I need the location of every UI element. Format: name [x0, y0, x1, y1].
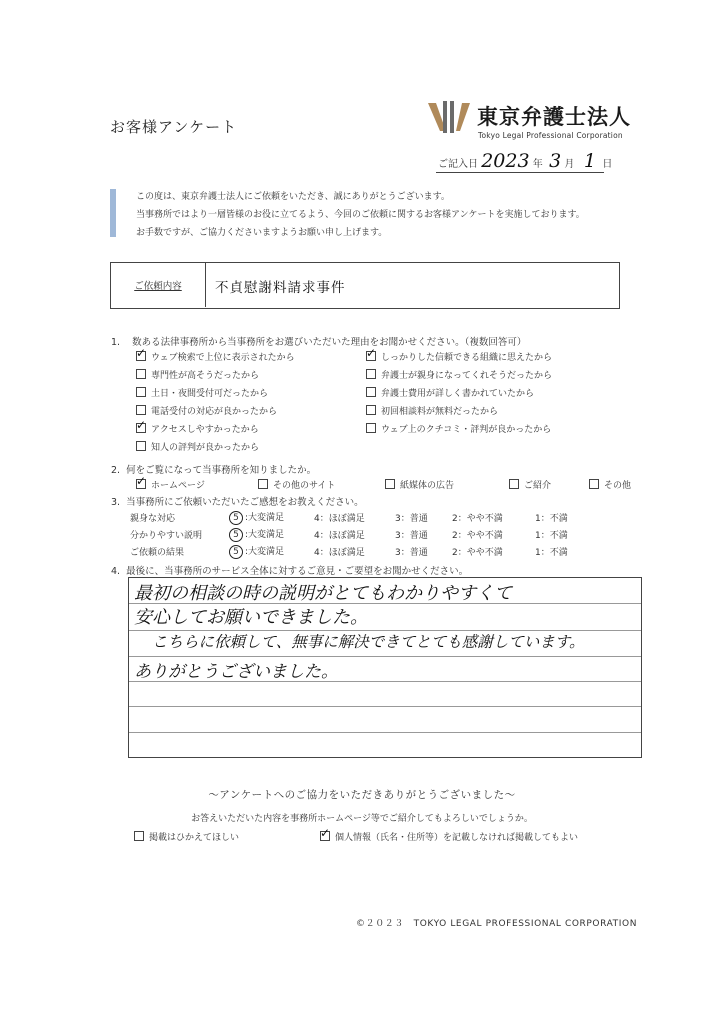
q2-option[interactable] — [258, 478, 335, 491]
q2-option[interactable] — [589, 478, 631, 491]
rating-option[interactable]: 4：ほぼ満足 — [314, 548, 365, 558]
checkbox[interactable] — [509, 479, 519, 489]
option-label: しっかりした信頼できる組織に思えたから — [381, 353, 553, 363]
q1-option[interactable] — [136, 440, 259, 453]
date-day: 1 — [583, 150, 597, 172]
handwritten-comment-line: 最初の相談の時の説明がとてもわかりやすくて — [134, 583, 512, 604]
option-label: ご紹介 — [524, 481, 552, 491]
date-underline — [436, 172, 604, 173]
permission-option-no[interactable] — [134, 830, 239, 843]
q2-option[interactable] — [509, 478, 551, 491]
date-year-unit: 年 — [532, 159, 543, 170]
q1-number: 1. — [111, 337, 121, 348]
rating-value: 5 — [229, 545, 243, 559]
option-label: その他 — [604, 481, 632, 491]
handwritten-comment-line: 安心してお願いできました。 — [134, 607, 368, 628]
intro-line-2: 当事務所ではより一層皆様のお役に立てるよう、今回のご依頼に関するお客様アンケートを実施しております。 — [136, 210, 585, 220]
intro-line-1: この度は、東京弁護士法人にご依頼をいただき、誠にありがとうございます。 — [136, 192, 450, 202]
handwritten-comment-line: こちらに依頼して、無事に解決できてとても感謝しています。 — [152, 633, 585, 651]
q4-text: 最後に、当事務所のサービス全体に対するご意見・ご要望をお聞かせください。 — [126, 566, 469, 577]
q1-option[interactable] — [366, 422, 551, 435]
comment-rule — [129, 732, 641, 733]
rating-option[interactable]: 4：ほぼ満足 — [314, 514, 365, 524]
request-label: ご依頼内容 — [111, 263, 206, 307]
permission-option-yes[interactable] — [320, 830, 578, 843]
option-label: その他のサイト — [273, 481, 336, 491]
intro-accent-bar — [110, 189, 116, 237]
option-label: ウェブ上のクチコミ・評判が良かったから — [381, 425, 552, 435]
rating-value: 5 — [229, 511, 243, 525]
option-label: 土日・夜間受付可だったから — [151, 389, 269, 399]
q1-option[interactable] — [366, 386, 534, 399]
option-label: ホームページ — [151, 481, 205, 491]
permission-question: お答えいただいた内容を事務所ホームページ等でご紹介してもよろしいでしょうか。 — [191, 814, 533, 824]
q1-option[interactable] — [366, 404, 498, 417]
rating-option[interactable]: 1：不満 — [535, 531, 568, 541]
q3-text: 当事務所にご依頼いただいたご感想をお教えください。 — [126, 497, 364, 508]
q2-option[interactable] — [385, 478, 454, 491]
rating-text: 大変満足 — [248, 513, 285, 523]
checkbox[interactable] — [366, 351, 376, 361]
rating-text: 大変満足 — [248, 547, 285, 557]
rating-option[interactable]: 2：やや不満 — [452, 548, 503, 558]
rating-option[interactable]: 4：ほぼ満足 — [314, 531, 365, 541]
rating-option[interactable]: 1：不満 — [535, 548, 568, 558]
checkbox[interactable] — [258, 479, 268, 489]
q4-number: 4. — [111, 566, 121, 577]
q2-text: 何をご覧になって当事務所を知りましたか。 — [126, 465, 317, 476]
q2-number: 2. — [111, 465, 121, 476]
intro-line-3: お手数ですが、ご協力くださいますようお願い申し上げます。 — [136, 228, 388, 238]
rating-value: 5 — [229, 528, 243, 542]
option-label: ウェブ検索で上位に表示されたから — [151, 353, 295, 363]
q1-option[interactable] — [366, 368, 552, 381]
rating-option[interactable]: 2：やや不満 — [452, 514, 503, 524]
q1-option[interactable] — [136, 368, 259, 381]
option-label: 専門性が高そうだったから — [151, 371, 260, 381]
q4-heading — [111, 563, 468, 577]
option-label: 紙媒体の広告 — [400, 481, 455, 491]
option-label: 知人の評判が良かったから — [151, 443, 260, 453]
date-day-unit: 日 — [602, 159, 613, 170]
handwritten-comment-line: ありがとうございました。 — [134, 662, 338, 682]
checkbox[interactable] — [366, 423, 376, 433]
checkbox[interactable] — [136, 369, 146, 379]
q1-heading — [111, 334, 526, 348]
checkbox[interactable] — [136, 351, 146, 361]
q1-option[interactable] — [136, 386, 268, 399]
checkbox[interactable] — [136, 441, 146, 451]
q1-option[interactable] — [366, 350, 552, 363]
org-name: 東京弁護士法人 — [477, 105, 631, 129]
q1-option[interactable] — [136, 404, 277, 417]
checkbox[interactable] — [136, 405, 146, 415]
option-label: 初回相談料が無料だったから — [381, 407, 499, 417]
checkbox[interactable] — [136, 479, 146, 489]
survey-title: お客様アンケート — [110, 118, 238, 136]
checkbox[interactable] — [385, 479, 395, 489]
thanks-message: 〜アンケートへのご協力をいただきありがとうございました〜 — [208, 789, 516, 801]
comment-rule — [129, 706, 641, 707]
request-value[interactable]: 不貞慰謝料請求事件 — [215, 280, 346, 296]
rating-option[interactable]: 3：普通 — [395, 514, 428, 524]
option-label: 個人情報（氏名・住所等）を記載しなければ掲載してもよい — [335, 833, 579, 843]
rating-text: 大変満足 — [248, 530, 285, 540]
checkbox[interactable] — [366, 369, 376, 379]
q1-option[interactable] — [136, 350, 295, 363]
q3-row-label: 親身な対応 — [130, 514, 176, 524]
date-year: 2023 — [481, 150, 530, 172]
q3-number: 3. — [111, 497, 121, 508]
option-label: 掲載はひかえてほしい — [149, 833, 240, 843]
q1-option[interactable] — [136, 422, 259, 435]
date-month: 3 — [549, 150, 562, 172]
rating-option[interactable]: 1：不満 — [535, 514, 568, 524]
rating-option-5[interactable]: 5 :大変満足 — [229, 544, 284, 559]
option-label: 電話受付の対応が良かったから — [151, 407, 278, 417]
q2-option[interactable] — [136, 478, 205, 491]
rating-option-5[interactable]: 5 :大変満足 — [229, 527, 284, 542]
firm-logo-icon — [426, 97, 472, 137]
option-label: アクセスしやすかったから — [151, 425, 259, 435]
copyright-footer: ©２０２３ TOKYO LEGAL PROFESSIONAL CORPORATION — [356, 919, 638, 929]
rating-option[interactable]: 2：やや不満 — [452, 531, 503, 541]
intro-text — [136, 188, 585, 242]
checkbox[interactable] — [366, 405, 376, 415]
q3-row-label: ご依頼の結果 — [130, 548, 185, 558]
checkbox[interactable] — [366, 387, 376, 397]
q3-row-label: 分かりやすい説明 — [130, 531, 203, 541]
checkbox[interactable] — [136, 423, 146, 433]
rating-option-5[interactable]: 5 :大変満足 — [229, 510, 284, 525]
q3-heading — [111, 494, 364, 508]
org-subtitle: Tokyo Legal Professional Corporation — [478, 131, 623, 140]
rating-option[interactable]: 3：普通 — [395, 548, 428, 558]
date-label: ご記入日 — [438, 159, 478, 170]
checkbox[interactable] — [136, 387, 146, 397]
checkbox[interactable] — [134, 831, 144, 841]
checkbox[interactable] — [589, 479, 599, 489]
date-month-unit: 月 — [564, 159, 575, 170]
option-label: 弁護士費用が詳しく書かれていたから — [381, 389, 535, 399]
date-field — [438, 150, 612, 172]
checkbox[interactable] — [320, 831, 330, 841]
option-label: 弁護士が親身になってくれそうだったから — [381, 371, 553, 381]
rating-option[interactable]: 3：普通 — [395, 531, 428, 541]
q1-text: 数ある法律事務所から当事務所をお選びいただいた理由をお聞かせください。（複数回答可） — [132, 337, 527, 348]
